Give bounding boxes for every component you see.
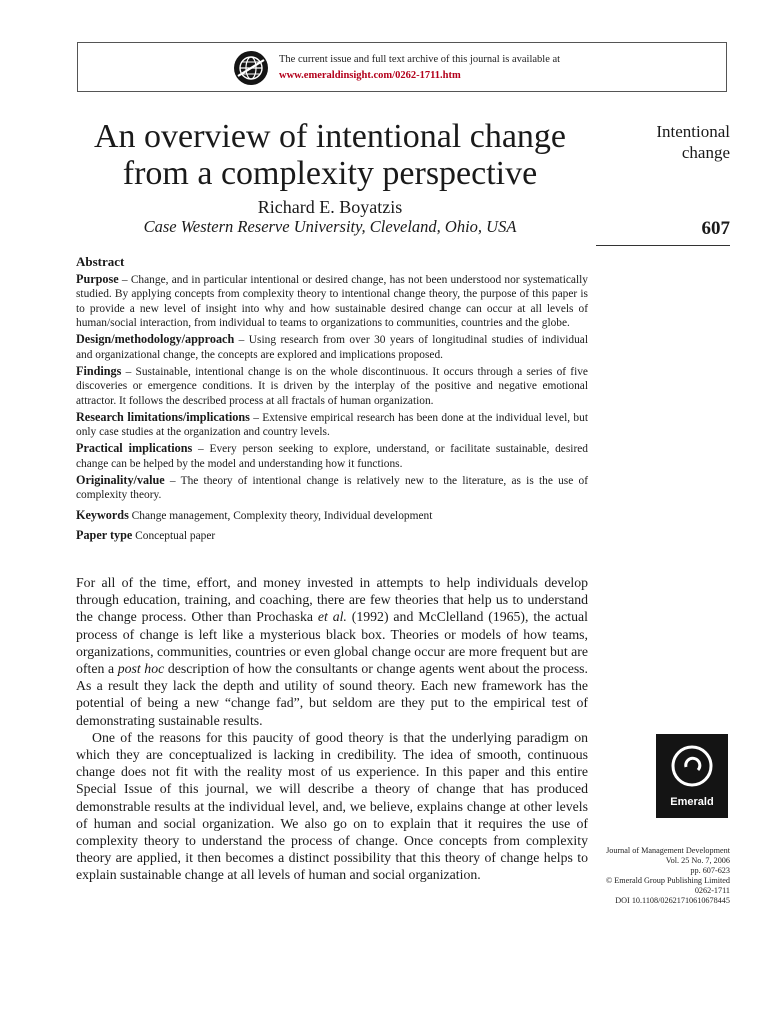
title-line-1: An overview of intentional change — [93, 118, 567, 155]
text-run: description of how the consultants or change agents went about the process. As a result they lack the depth and utility of sound theory. Each new framework has the potential of being a new “change fad”, but seldom are they put to the empirical test of demonstrating sustainable results. — [76, 661, 589, 728]
abstract-label: Findings — [76, 363, 122, 378]
abstract-text: – Sustainable, intentional change is on the whole discontinuous. It occurs through a series of five discoveries or emergence conditions. It is driven by the interplay of the positive and negative emotional attractor. It follows the described process at all fractals of human organization. — [76, 365, 588, 407]
journal-info — [588, 846, 730, 906]
journal-name: Journal of Management Development — [606, 846, 730, 855]
paper-type-text: Conceptual paper — [132, 530, 216, 542]
journal-link[interactable]: www.emeraldinsight.com/0262-1711.htm — [279, 70, 461, 81]
abstract-text: – Every person seeking to explore, understand, or facilitate sustainable, desired change can be helped by the model and understanding how it functions. — [76, 443, 589, 470]
keywords — [76, 508, 588, 524]
text-run-italic: post hoc — [117, 661, 165, 677]
journal-volume: Vol. 25 No. 7, 2006 — [665, 856, 730, 865]
body-text — [76, 574, 588, 884]
page-number: 607 — [701, 218, 730, 239]
text-run: (1992) and McClelland (1965), the actual process of change is left like a mysterious black box. Theories or models of how teams, organizations, communities, countries or even global change occur are more frequent but are often a — [76, 609, 588, 677]
emerald-swirl-icon — [656, 734, 728, 794]
abstract-label: Research limitations/implications — [76, 409, 250, 424]
author-affiliation: Case Western Reserve University, Cleveland, Ohio, USA — [143, 217, 517, 236]
keywords-label: Keywords — [76, 507, 129, 522]
abstract-label: Purpose — [76, 271, 119, 286]
abstract-originality — [76, 473, 588, 503]
abstract-purpose — [76, 272, 588, 331]
abstract-label: Originality/value — [76, 472, 165, 487]
emerald-logo — [656, 734, 728, 818]
body-paragraph-1 — [76, 574, 588, 729]
paper-type-label: Paper type — [76, 528, 133, 542]
text-run: For all of the time, effort, and money invested in attempts to help individuals develop through education, training, and coaching, there are few theories that help us to understand the change process. Other than Prochaska — [76, 575, 588, 625]
globe-icon — [234, 51, 268, 85]
journal-issn: 0262-1711 — [694, 886, 730, 895]
running-head-line-2: change — [681, 143, 730, 162]
running-head-line-1: Intentional — [656, 122, 730, 141]
abstract-label: Design/methodology/approach — [76, 332, 235, 346]
sidebar-rule — [596, 245, 730, 246]
abstract-practical — [76, 441, 588, 471]
text-run-italic: et al. — [317, 609, 347, 625]
abstract-design — [76, 332, 588, 362]
banner-text: The current issue and full text archive of this journal is available at — [279, 54, 561, 65]
abstract-findings — [76, 364, 588, 409]
abstract-text: – The theory of intentional change is relatively new to the literature, as is the use of complexity theory. — [76, 474, 588, 501]
paper-type — [76, 528, 588, 544]
abstract — [76, 255, 588, 545]
emerald-logo-text: Emerald — [670, 796, 714, 808]
author-name: Richard E. Boyatzis — [257, 197, 403, 217]
title-line-2: from a complexity perspective — [122, 155, 538, 192]
abstract-heading: Abstract — [76, 254, 125, 269]
abstract-text: – Using research from over 30 years of longitudinal studies of individual and organizational change, the concepts are explored and implications proposed. — [76, 334, 588, 361]
abstract-label: Practical implications — [76, 441, 193, 455]
running-head — [596, 121, 730, 163]
journal-copyright: © Emerald Group Publishing Limited — [605, 876, 730, 885]
journal-pages: pp. 607-623 — [690, 866, 730, 875]
journal-banner — [77, 42, 727, 92]
abstract-limitations — [76, 410, 588, 440]
journal-doi: DOI 10.1108/02621710610678445 — [615, 896, 730, 905]
abstract-text: – Extensive empirical research has been done at the individual level, but only case studies at the organization and country levels. — [76, 411, 588, 438]
keywords-text: Change management, Complexity theory, Individual development — [128, 509, 433, 522]
abstract-text: – Change, and in particular intentional or desired change, has not been understood nor systematically studied. By applying concepts from complexity theory to intentional change theory, the purpose of this paper is to provide a new level of insight into why and how sustainable desired change can occur at all levels of human/social interaction, from individual to teams to organizations to communities, countries and the globe. — [76, 273, 588, 329]
body-paragraph-2: One of the reasons for this paucity of good theory is that the underlying paradigm on which they are conceptualized is lacking in credibility. The idea of smooth, continuous change does not fit with the reality most of us experience. In this paper and this entire Special Issue of this journal, we will describe a theory of change that has produced demonstrable results at the individual level, and, we believe, explains change at other levels of human and social organization. We also go on to explain that it requires the use of complexity theory to understand the process of change. Once concepts from complexity theory are applied, it then becomes a distinct possibility that this theory of change helps to explain sustainable change at all levels of human and social organization. — [76, 729, 588, 883]
article-title — [60, 118, 600, 192]
